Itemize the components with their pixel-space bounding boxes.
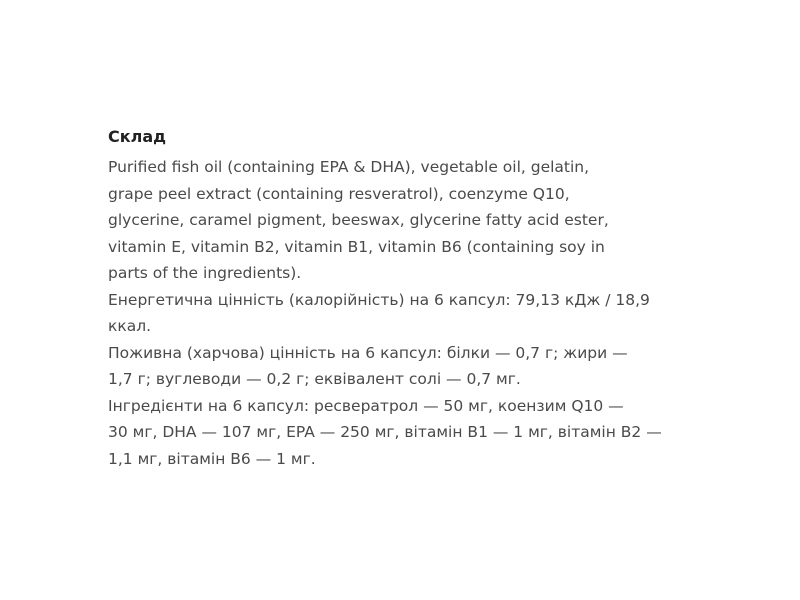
energy-value-line: Енергетична цінність (калорійність) на 6 капсул: 79,13 кДж / 18,9 xyxy=(108,290,650,309)
ingredients-line: parts of the ingredients). xyxy=(108,264,302,282)
energy-value-line: ккал. xyxy=(108,317,152,335)
ingredients-line: glycerine, caramel pigment, beeswax, glycerine fatty acid ester, xyxy=(108,211,609,229)
section-body xyxy=(108,154,708,472)
composition-section xyxy=(108,124,708,472)
ingredients-line: Purified fish oil (containing EPA & DHA), vegetable oil, gelatin, xyxy=(108,158,590,176)
nutrition-value-line: Поживна (харчова) цінність на 6 капсул: білки — 0,7 г; жири — xyxy=(108,343,628,362)
active-ingredients-line: Інгредієнти на 6 капсул: ресвератрол — 50 мг, коензим Q10 — xyxy=(108,396,624,415)
ingredients-line: grape peel extract (containing resveratrol), coenzyme Q10, xyxy=(108,184,570,203)
section-title: Склад xyxy=(108,127,167,146)
active-ingredients-line: 1,1 мг, вітамін B6 — 1 мг. xyxy=(108,449,316,468)
active-ingredients-line: 30 мг, DHA — 107 мг, EPA — 250 мг, вітамін B1 — 1 мг, вітамін B2 — xyxy=(108,423,662,441)
nutrition-value-line: 1,7 г; вуглеводи — 0,2 г; еквівалент солі — 0,7 мг. xyxy=(108,370,521,388)
ingredients-line: vitamin E, vitamin B2, vitamin B1, vitamin B6 (containing soy in xyxy=(108,237,605,256)
